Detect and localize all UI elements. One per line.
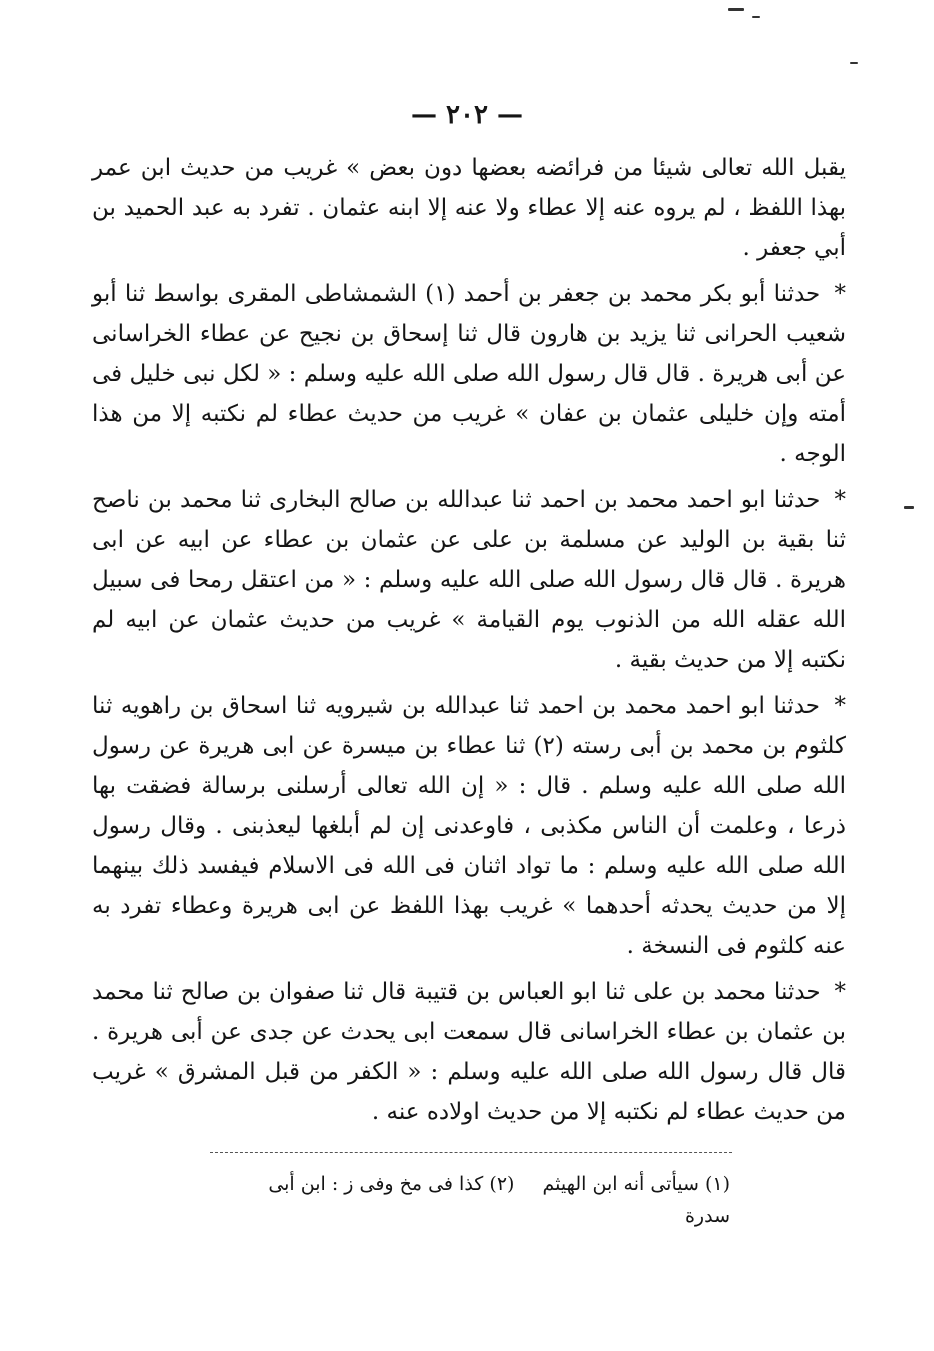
paragraph-2 (92, 274, 846, 474)
page-number: — ٢٠٢ — (410, 100, 524, 130)
hadith-marker: * (834, 693, 846, 719)
paragraph-5 (92, 972, 846, 1132)
paragraph-text: حدثنا محمد بن على ثنا ابو العباس بن قتيبة قال ثنا صفوان بن صالح ثنا محمد بن عثمان بن عطاء الخراسانى قال سمعت ابى يحدث عن جدى عن أبى هريرة . قال قال رسول الله صلى الله عليه وسلم : « الكفر من قبل المشرق » غريب من حديث عطاء لم نكتبه إلا من حديث اولاده عنه . (92, 979, 846, 1125)
paragraph-1 (92, 148, 846, 268)
footnote-1: (١) سيأتى أنه ابن الهيثم (542, 1173, 730, 1195)
footnotes (200, 1168, 730, 1232)
paragraph-text: حدثنا ابو احمد محمد بن احمد ثنا عبدالله بن شيرويه ثنا اسحاق بن راهويه ثنا كلثوم بن محمد بن أبى رسته (٢) ثنا عطاء بن ميسرة عن ابى هريرة عن رسول الله صلى الله عليه وسلم . قال : « إن الله تعالى أرسلنى برسالة فضقت بها ذرعا ، وعلمت أن الناس مكذبى ، فاوعدنى إن لم أبلغها ليعذبنى . وقال رسول الله صلى الله عليه وسلم : ما تواد اثنان فى الله فى الاسلام فيفسد ذلك بينهما إلا من حديث يحدثه أحدهما » غريب بهذا اللفظ عن ابى هريرة وعطاء تفرد به عنه كلثوم فى النسخة . (92, 693, 846, 959)
hadith-marker: * (834, 979, 846, 1005)
footnote-divider (210, 1152, 732, 1153)
hadith-marker: * (834, 487, 847, 513)
paragraph-text: يقبل الله تعالى شيئا من فرائضه بعضها دون بعض » غريب من حديث ابن عمر بهذا اللفظ ، لم يروه عنه إلا عطاء ولا عنه إلا ابنه عثمان . تفرد به عبد الحميد بن أبي جعفر . (92, 155, 846, 261)
scan-speck (850, 62, 858, 64)
scan-speck (728, 8, 744, 11)
paragraph-text: حدثنا ابو احمد محمد بن احمد ثنا عبدالله بن صالح البخارى ثنا محمد بن ناصح ثنا بقية بن الوليد عن مسلمة بن على عن عثمان بن عطاء عن ابيه عن ابى هريرة . قال قال رسول الله صلى الله عليه وسلم : « من اعتقل رمحا فى سبيل الله عقله الله من الذنوب يوم القيامة » غريب من حديث عثمان عن ابيه لم نكتبه إلا من حديث بقية . (92, 487, 846, 673)
paragraph-text: حدثنا أبو بكر محمد بن جعفر بن أحمد (١) الشمشاطى المقرى بواسط ثنا أبو شعيب الحرانى ثنا يزيد بن هارون قال ثنا إسحاق بن نجيح عن عطاء الخراسانى عن أبى هريرة . قال قال رسول الله صلى الله عليه وسلم : « لكل نبى خليل فى أمته وإن خليلى عثمان بن عفان » غريب من حديث عطاء لم نكتبه إلا من هذا الوجه . (92, 281, 846, 467)
paragraph-3 (92, 480, 846, 680)
scan-speck (752, 16, 760, 18)
main-text (92, 148, 846, 1138)
paragraph-4 (92, 686, 846, 966)
scan-speck (904, 506, 914, 509)
footnote-2: (٢) كذا فى مخ وفى ز : ابن أبى سدرة (268, 1173, 730, 1227)
hadith-marker: * (834, 281, 846, 307)
